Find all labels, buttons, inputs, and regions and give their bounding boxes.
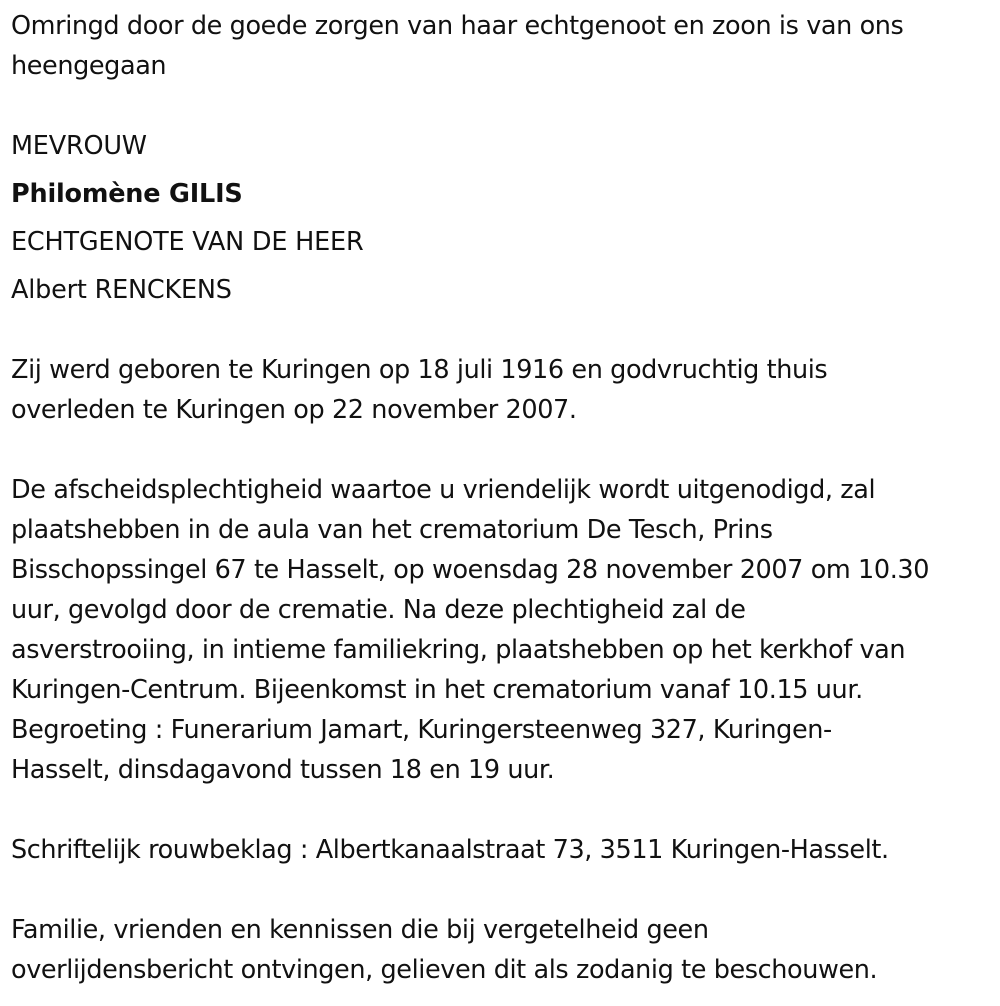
intro-line: Omringd door de goede zorgen van haar echtgenoot en zoon is van ons [11, 11, 904, 41]
family-paragraph [11, 910, 877, 990]
ceremony-line: uur, gevolgd door de crematie. Na deze plechtigheid zal de [11, 595, 746, 625]
birth-line: overleden te Kuringen op 22 november 2007. [11, 395, 577, 425]
ceremony-line: De afscheidsplechtigheid waartoe u vriendelijk wordt uitgenodigd, zal [11, 475, 876, 505]
family-line: Familie, vrienden en kennissen die bij vergetelheid geen [11, 915, 709, 945]
intro-line: heengegaan [11, 51, 167, 81]
deceased-relation: ECHTGENOTE VAN DE HEER [11, 227, 364, 257]
ceremony-line: Begroeting : Funerarium Jamart, Kuringersteenweg 327, Kuringen- [11, 715, 832, 745]
birth-paragraph [11, 350, 827, 430]
intro-paragraph [11, 6, 903, 86]
ceremony-line: plaatshebben in de aula van het crematorium De Tesch, Prins [11, 515, 773, 545]
ceremony-line: Bisschopssingel 67 te Hasselt, op woensdag 28 november 2007 om 10.30 [11, 555, 930, 585]
ceremony-line: Kuringen-Centrum. Bijeenkomst in het crematorium vanaf 10.15 uur. [11, 675, 863, 705]
spouse-name: Albert RENCKENS [11, 275, 232, 305]
deceased-title: MEVROUW [11, 131, 147, 161]
birth-line: Zij werd geboren te Kuringen op 18 juli 1916 en godvruchtig thuis [11, 355, 828, 385]
ceremony-paragraph [11, 470, 929, 790]
ceremony-line: Hasselt, dinsdagavond tussen 18 en 19 uur. [11, 755, 555, 785]
family-line: overlijdensbericht ontvingen, gelieven dit als zodanig te beschouwen. [11, 955, 878, 985]
ceremony-line: asverstrooiing, in intieme familiekring, plaatshebben op het kerkhof van [11, 635, 906, 665]
condolence-paragraph [11, 830, 889, 870]
condolence-line: Schriftelijk rouwbeklag : Albertkanaalstraat 73, 3511 Kuringen-Hasselt. [11, 835, 889, 865]
deceased-name: Philomène GILIS [11, 179, 243, 209]
